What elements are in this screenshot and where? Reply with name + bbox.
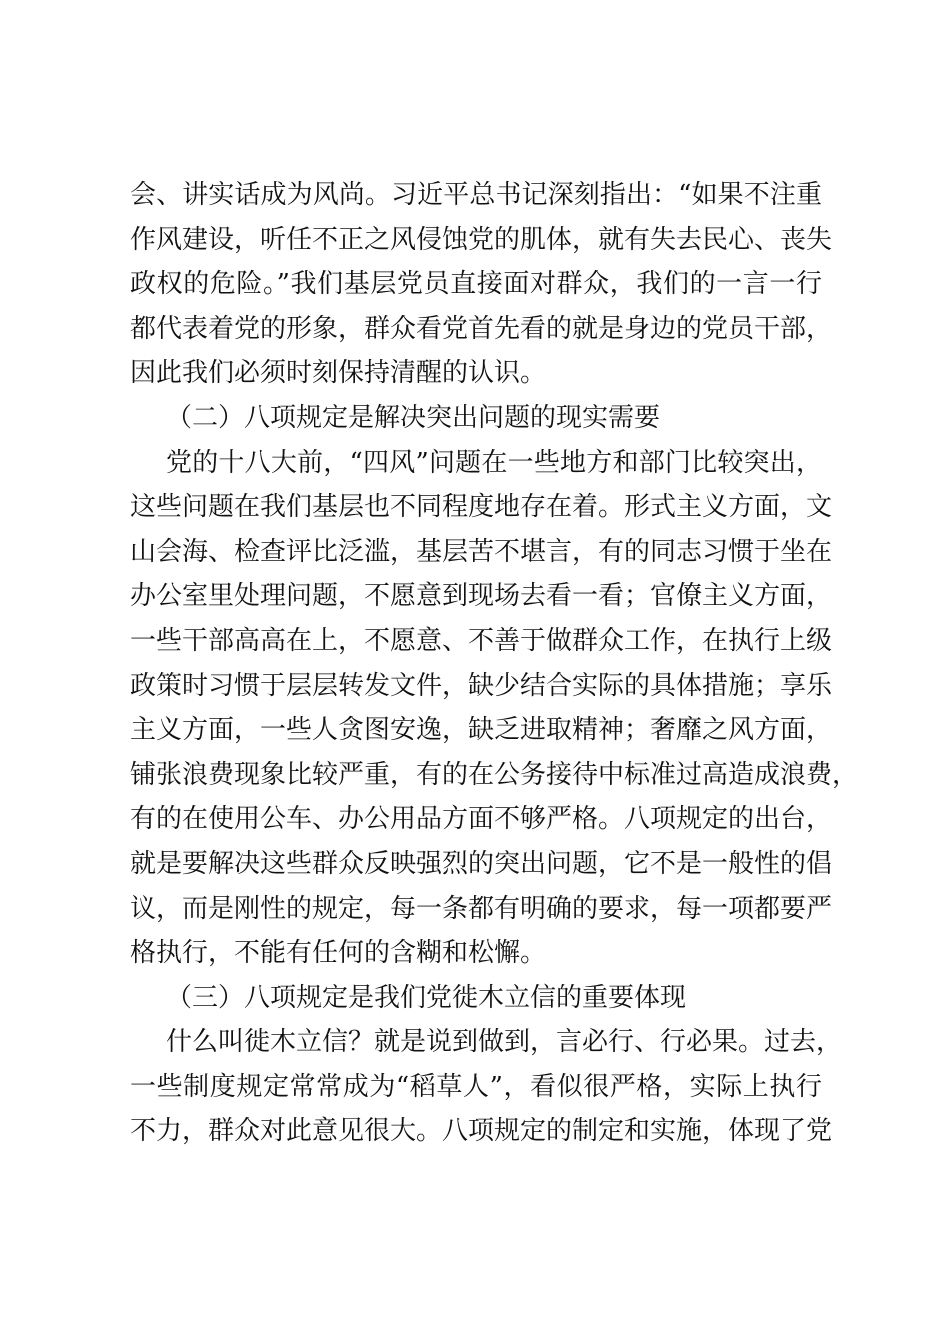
paragraph-line: 政权的危险。”我们基层党员直接面对群众，我们的一言一行 <box>130 269 822 300</box>
document-page <box>130 173 859 1154</box>
paragraph-line: 这些问题在我们基层也不同程度地存在着。形式主义方面，文 <box>130 492 833 523</box>
section-heading: （二）八项规定是解决突出问题的现实需要 <box>166 402 661 433</box>
paragraph-line: 不力，群众对此意见很大。八项规定的制定和实施，体现了党 <box>130 1116 833 1147</box>
paragraph-line: 铺张浪费现象比较严重，有的在公务接待中标准过高造成浪费， <box>130 759 859 790</box>
paragraph-line: 办公室里处理问题，不愿意到现场去看一看；官僚主义方面， <box>130 581 833 612</box>
paragraph-line: 议，而是刚性的规定，每一条都有明确的要求，每一项都要严 <box>130 893 833 924</box>
paragraph-line: 格执行，不能有任何的含糊和松懈。 <box>130 938 547 969</box>
paragraph-line: 有的在使用公车、办公用品方面不够严格。八项规定的出台， <box>130 804 833 835</box>
paragraph-line: 党的十八大前，“四风”问题在一些地方和部门比较突出， <box>166 447 822 478</box>
paragraph-line: 一些制度规定常常成为“稻草人”，看似很严格，实际上执行 <box>130 1071 822 1102</box>
paragraph-line: 会、讲实话成为风尚。习近平总书记深刻指出：“如果不注重 <box>130 180 822 210</box>
paragraph-line: 政策时习惯于层层转发文件，缺少结合实际的具体措施；享乐 <box>130 670 833 701</box>
paragraph-line: 一些干部高高在上，不愿意、不善于做群众工作，在执行上级 <box>130 625 833 656</box>
paragraph-line: 因此我们必须时刻保持清醒的认识。 <box>130 358 547 389</box>
paragraph-line: 就是要解决这些群众反映强烈的突出问题，它不是一般性的倡 <box>130 848 833 879</box>
paragraph-line: 作风建设，听任不正之风侵蚀党的肌体，就有失去民心、丧失 <box>130 224 833 255</box>
paragraph-line: 什么叫徙木立信？就是说到做到，言必行、行必果。过去， <box>166 1027 843 1058</box>
section-heading: （三）八项规定是我们党徙木立信的重要体现 <box>166 982 687 1013</box>
paragraph-line: 山会海、检查评比泛滥，基层苦不堪言，有的同志习惯于坐在 <box>130 536 833 567</box>
paragraph-line: 都代表着党的形象，群众看党首先看的就是身边的党员干部， <box>130 313 833 344</box>
paragraph-line: 主义方面，一些人贪图安逸，缺乏进取精神；奢靡之风方面， <box>130 715 833 746</box>
